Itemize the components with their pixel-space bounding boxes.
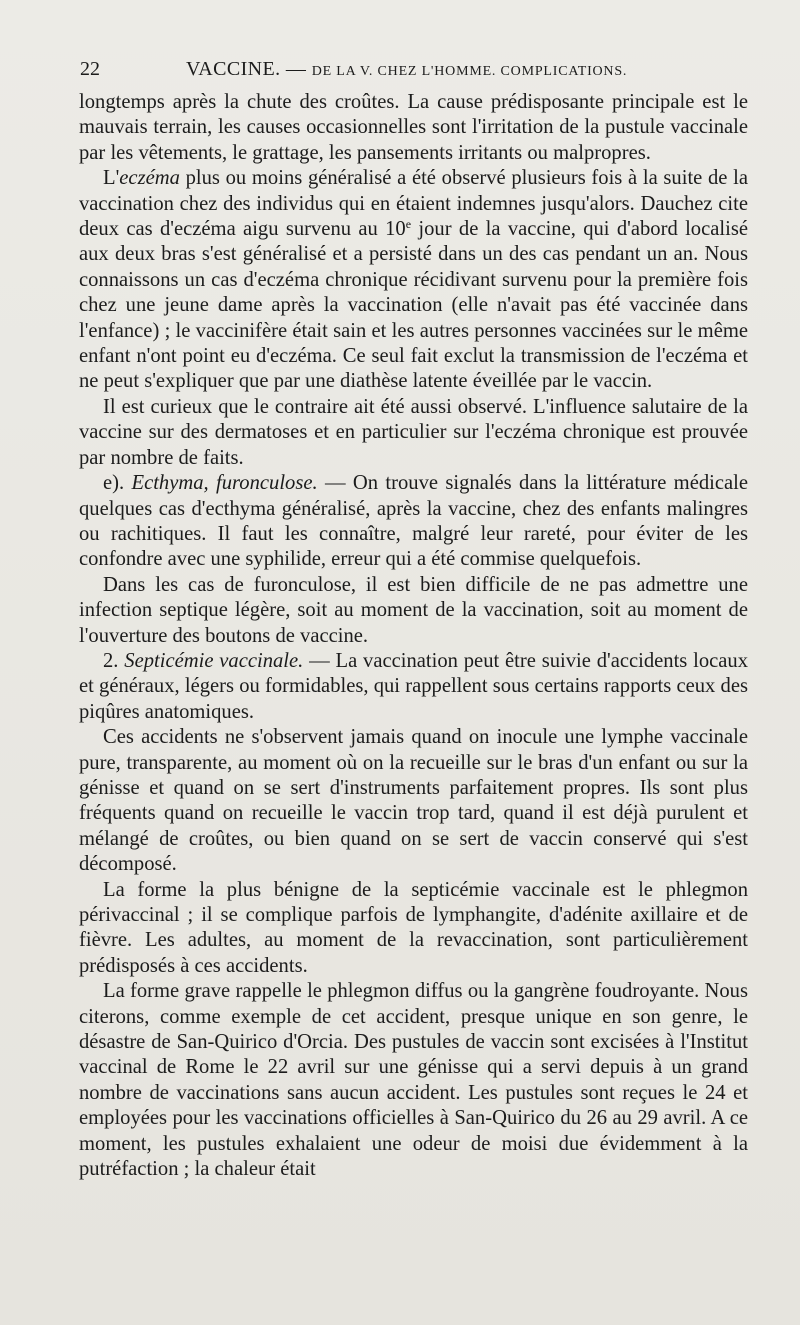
paragraph-p9 bbox=[79, 979, 748, 1182]
italic-text: eczéma bbox=[119, 167, 180, 190]
paragraph-p4 bbox=[79, 471, 748, 573]
superscript: e bbox=[405, 217, 412, 232]
italic-text: Ecthyma, furonculose. bbox=[131, 472, 318, 495]
paragraph-p8 bbox=[79, 878, 748, 980]
text-run: plus ou moins généralisé a été observé plusieurs fois à la suite de la vaccination chez des individus qui en étaient indemnes jusqu'alors. Dauchez cite deux cas d'eczéma aigu survenu au 10 bbox=[79, 167, 748, 241]
paragraph-p5 bbox=[79, 573, 748, 649]
text-run: Ces accidents ne s'observent jamais quand on inocule une lymphe vaccinale pure, transparente, au moment où on la recueille sur le bras d'un enfant ou sur la génisse et quand on se sert d'instruments parfaitement propres. Ils sont plus fréquents quand on recueille le vaccin trop tard, quand il est déjà purulent et mélangé de croûtes, ou bien quand on se sert de vaccin conservé qui s'est décomposé. bbox=[79, 726, 748, 876]
text-run: Dans les cas de furonculose, il est bien difficile de ne pas admettre une infection septique légère, soit au moment de la vaccination, soit au moment de l'ouverture des boutons de vaccine. bbox=[79, 573, 748, 647]
text-run: longtemps après la chute des croûtes. La cause prédisposante principale est le mauvais terrain, les causes occasionnelles sont l'irritation de la pustule vaccinale par les vêtements, le grattage, les pansements irritants ou malpropres. bbox=[79, 91, 748, 164]
running-header bbox=[80, 56, 740, 82]
text-run: — La vaccination peut être suivie d'accidents locaux et généraux, légers ou formidables, qui rappellent sous certains rapports ceux des piqûres anatomiques. bbox=[79, 649, 749, 723]
text-run: e). bbox=[103, 472, 132, 495]
text-run: — On trouve signalés dans la littérature médicale quelques cas d'ecthyma généralisé, après la vaccine, chez des enfants malingres ou rachitiques. Il faut les connaître, malgré leur rareté, pour éviter de les confondre avec une syphilide, erreur qui a été commise quelquefois. bbox=[79, 472, 748, 571]
text-run: La forme la plus bénigne de la septicémie vaccinale est le phlegmon périvaccinal ; il se complique parfois de lymphangite, d'adénite axillaire et de fièvre. Les adultes, au moment de la revaccination, sont particulièrement prédisposés à ces accidents. bbox=[79, 878, 748, 977]
running-title-separator: — bbox=[280, 58, 312, 80]
running-title bbox=[186, 56, 627, 85]
running-title-rest: DE LA V. CHEZ L'HOMME. COMPLICATIONS. bbox=[311, 64, 628, 79]
text-run: L' bbox=[103, 167, 120, 190]
paragraph-p6 bbox=[79, 649, 748, 725]
text-run: jour de la vaccine, qui d'abord localisé aux deux bras s'est généralisé et a persisté dans un des cas pendant un an. Nous connaissons un cas d'eczéma chronique récidivant survenu pour la première fois chez une jeune dame après la vaccination (elle n'avait pas été vaccinée dans l'enfance) ; le vaccinifère était sain et les autres personnes vaccinées sur le même enfant n'ont point eu d'eczéma. Ce seul fait exclut la transmission de l'eczéma et ne peut s'expliquer que par une diathèse latente éveillée par le vaccin. bbox=[79, 218, 748, 393]
page-body bbox=[79, 90, 748, 1182]
paragraph-p2 bbox=[79, 166, 748, 395]
text-run: Il est curieux que le contraire ait été aussi observé. L'influence salutaire de la vaccine sur des dermatoses et en particulier sur l'eczéma chronique est prouvée par nombre de faits. bbox=[79, 395, 748, 469]
text-run: La forme grave rappelle le phlegmon diffus ou la gangrène foudroyante. Nous citerons, comme exemple de cet accident, presque unique en son genre, le désastre de San-Quirico d'Orcia. Des pustules de vaccin sont excisées à l'Institut vaccinal de Rome le 22 avril sur une génisse qui a servi depuis à un grand nombre de vaccinations sans aucun accident. Les pustules sont reçues le 24 et employées pour les vaccinations officielles à San-Quirico du 26 au 29 avril. A ce moment, les pustules exhalaient une odeur de moisi due évidemment à la putréfaction ; la chaleur était bbox=[79, 980, 748, 1181]
paragraph-p7 bbox=[79, 725, 748, 877]
running-title-main: VACCINE. bbox=[186, 58, 281, 80]
text-run: 2. bbox=[103, 649, 125, 672]
italic-text: Septicémie vaccinale. bbox=[124, 649, 304, 672]
paragraph-p1 bbox=[79, 90, 748, 166]
paragraph-p3 bbox=[79, 395, 748, 471]
page-number: 22 bbox=[80, 58, 100, 80]
